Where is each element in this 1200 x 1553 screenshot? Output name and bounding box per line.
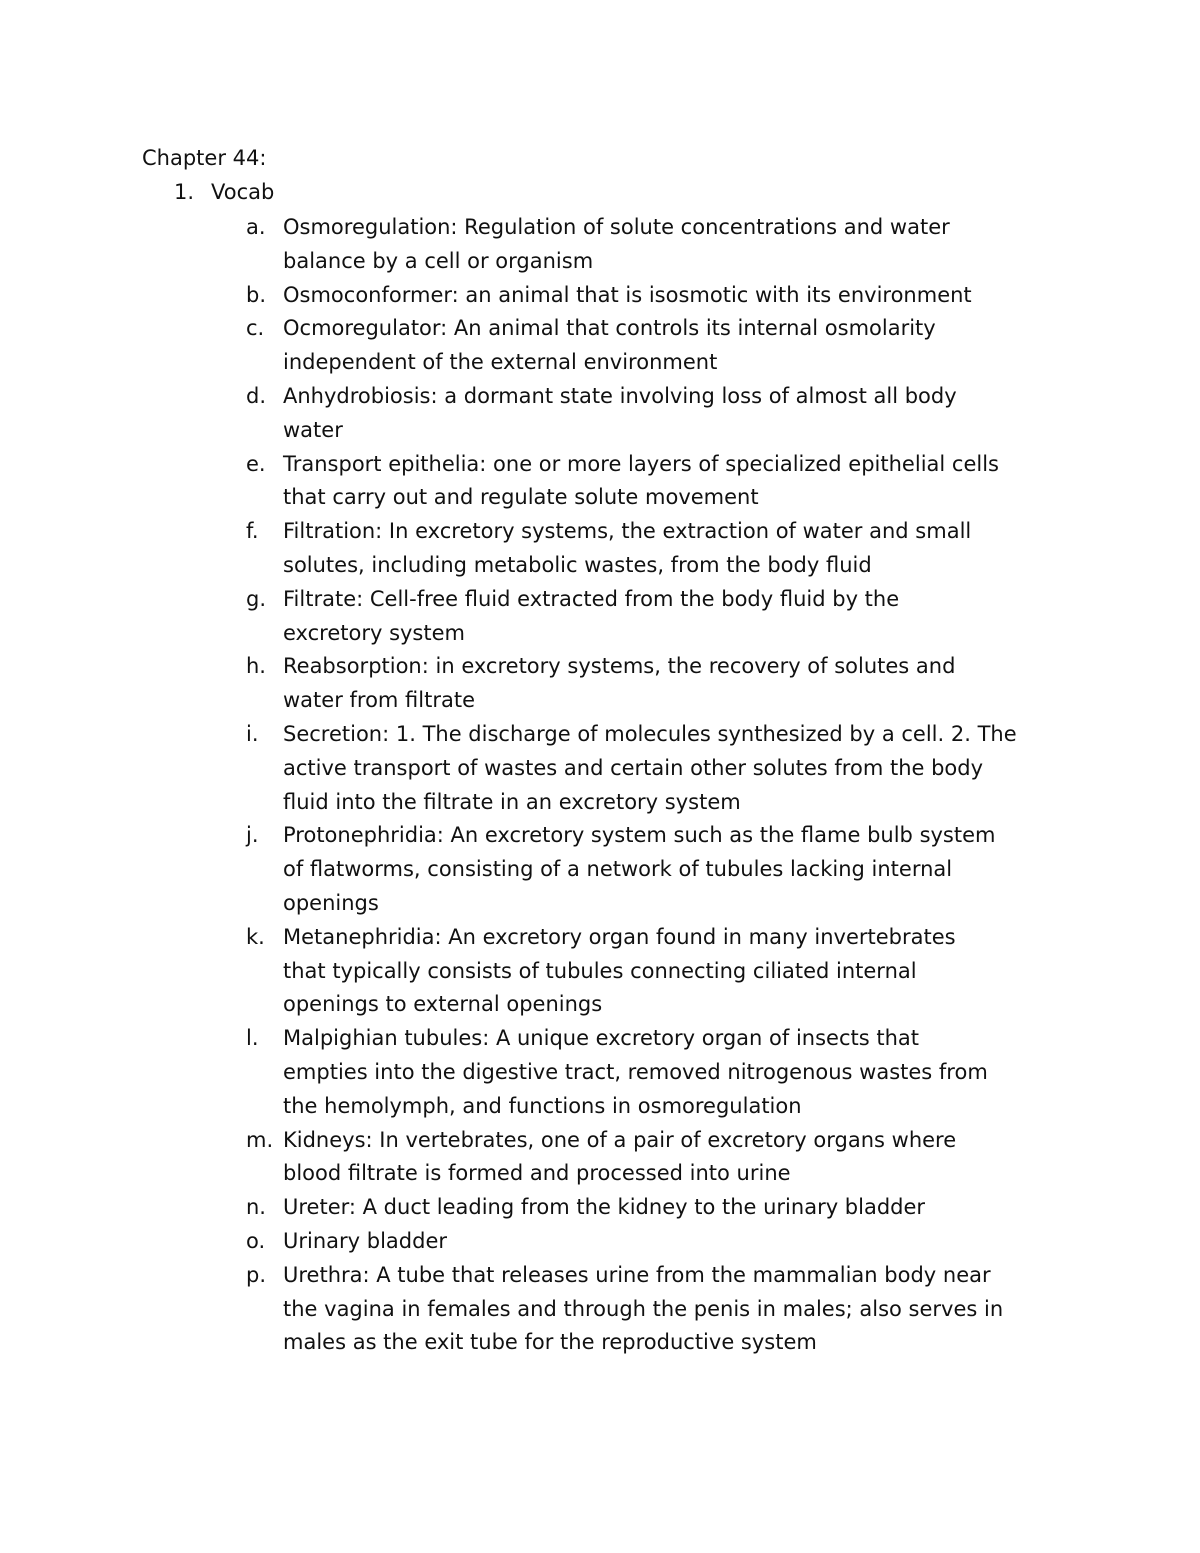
list-item-letter: d. <box>246 383 267 408</box>
vocab-list <box>0 211 1017 1360</box>
list-item <box>0 819 1017 920</box>
list-item-letter: l. <box>246 1026 259 1051</box>
list-item-line: balance by a cell or organism <box>283 248 594 273</box>
list-item-line: of flatworms, consisting of a network of tubules lacking internal <box>283 857 953 882</box>
list-item <box>0 279 1017 313</box>
list-item-letter: j. <box>246 823 259 848</box>
list-item-line: Transport epithelia: one or more layers of specialized epithelial cells <box>283 451 999 476</box>
list-item-line: independent of the external environment <box>283 350 718 375</box>
list-item-letter: f. <box>246 519 259 544</box>
list-item-line: solutes, including metabolic wastes, from the body fluid <box>283 552 872 577</box>
list-item-letter: c. <box>246 316 265 341</box>
list-item-letter: m. <box>246 1127 274 1152</box>
list-item-line: openings to external openings <box>283 992 603 1017</box>
list-item <box>0 211 1017 279</box>
list-item-line: water from filtrate <box>283 688 476 713</box>
list-item-letter: k. <box>246 924 265 949</box>
list-item-line: blood filtrate is formed and processed into urine <box>283 1161 791 1186</box>
list-item-line: Ureter: A duct leading from the kidney to the urinary bladder <box>283 1195 926 1220</box>
list-item-line: excretory system <box>283 620 465 645</box>
list-item-line: Protonephridia: An excretory system such as the flame bulb system <box>283 823 996 848</box>
list-item <box>0 1124 1017 1192</box>
list-item-line: Malpighian tubules: A unique excretory organ of insects that <box>283 1026 919 1051</box>
list-item-line: Filtration: In excretory systems, the extraction of water and small <box>283 519 972 544</box>
list-item-line: the hemolymph, and functions in osmoregulation <box>283 1093 802 1118</box>
list-item-line: Anhydrobiosis: a dormant state involving loss of almost all body <box>283 383 957 408</box>
list-item-letter: e. <box>246 451 266 476</box>
section-title: Vocab <box>211 180 275 204</box>
list-item-line: Osmoconformer: an animal that is isosmotic with its environment <box>283 282 972 307</box>
list-item-line: water <box>283 417 343 442</box>
list-item-line: Secretion: 1. The discharge of molecules synthesized by a cell. 2. The <box>283 721 1017 746</box>
list-item-line: males as the exit tube for the reproductive system <box>283 1330 817 1355</box>
list-item-line: Urethra: A tube that releases urine from the mammalian body near <box>283 1262 991 1287</box>
list-item-letter: g. <box>246 586 267 611</box>
list-item-line: Metanephridia: An excretory organ found in many invertebrates <box>283 924 956 949</box>
list-item-line: Ocmoregulator: An animal that controls its internal osmolarity <box>283 316 936 341</box>
list-item-line: that typically consists of tubules connecting ciliated internal <box>283 958 917 983</box>
list-item-line: Kidneys: In vertebrates, one of a pair of excretory organs where <box>283 1127 957 1152</box>
list-item <box>0 583 1017 651</box>
list-item <box>0 921 1017 1022</box>
list-item <box>0 448 1017 516</box>
list-item-line: openings <box>283 890 379 915</box>
list-item <box>0 1022 1017 1123</box>
list-item <box>0 718 1017 819</box>
list-item <box>0 650 1017 718</box>
list-item <box>0 1259 1017 1360</box>
list-item-letter: n. <box>246 1195 266 1220</box>
list-item-letter: b. <box>246 282 267 307</box>
list-item-letter: a. <box>246 215 266 239</box>
list-item-line: the vagina in females and through the penis in males; also serves in <box>283 1296 1004 1321</box>
list-item <box>0 312 1017 380</box>
list-item <box>0 380 1017 448</box>
list-item-line: active transport of wastes and certain other solutes from the body <box>283 755 984 780</box>
list-item-letter: i. <box>246 721 259 746</box>
list-item-line: Filtrate: Cell-free fluid extracted from the body fluid by the <box>283 586 900 611</box>
list-item-letter: o. <box>246 1228 266 1253</box>
list-item-line: Reabsorption: in excretory systems, the recovery of solutes and <box>283 654 956 679</box>
section-number: 1. <box>174 180 195 204</box>
section-heading <box>174 177 274 207</box>
list-item-letter: p. <box>246 1262 267 1287</box>
list-item-line: that carry out and regulate solute movement <box>283 485 759 510</box>
list-item-line: Urinary bladder <box>283 1228 448 1253</box>
list-item-line: Osmoregulation: Regulation of solute concentrations and water <box>283 215 950 239</box>
list-item-line: empties into the digestive tract, removed nitrogenous wastes from <box>283 1059 988 1084</box>
list-item-line: fluid into the filtrate in an excretory system <box>283 789 741 814</box>
list-item-letter: h. <box>246 654 266 679</box>
chapter-title: Chapter 44: <box>142 146 267 170</box>
list-item <box>0 1191 1017 1225</box>
list-item <box>0 1225 1017 1259</box>
list-item <box>0 515 1017 583</box>
